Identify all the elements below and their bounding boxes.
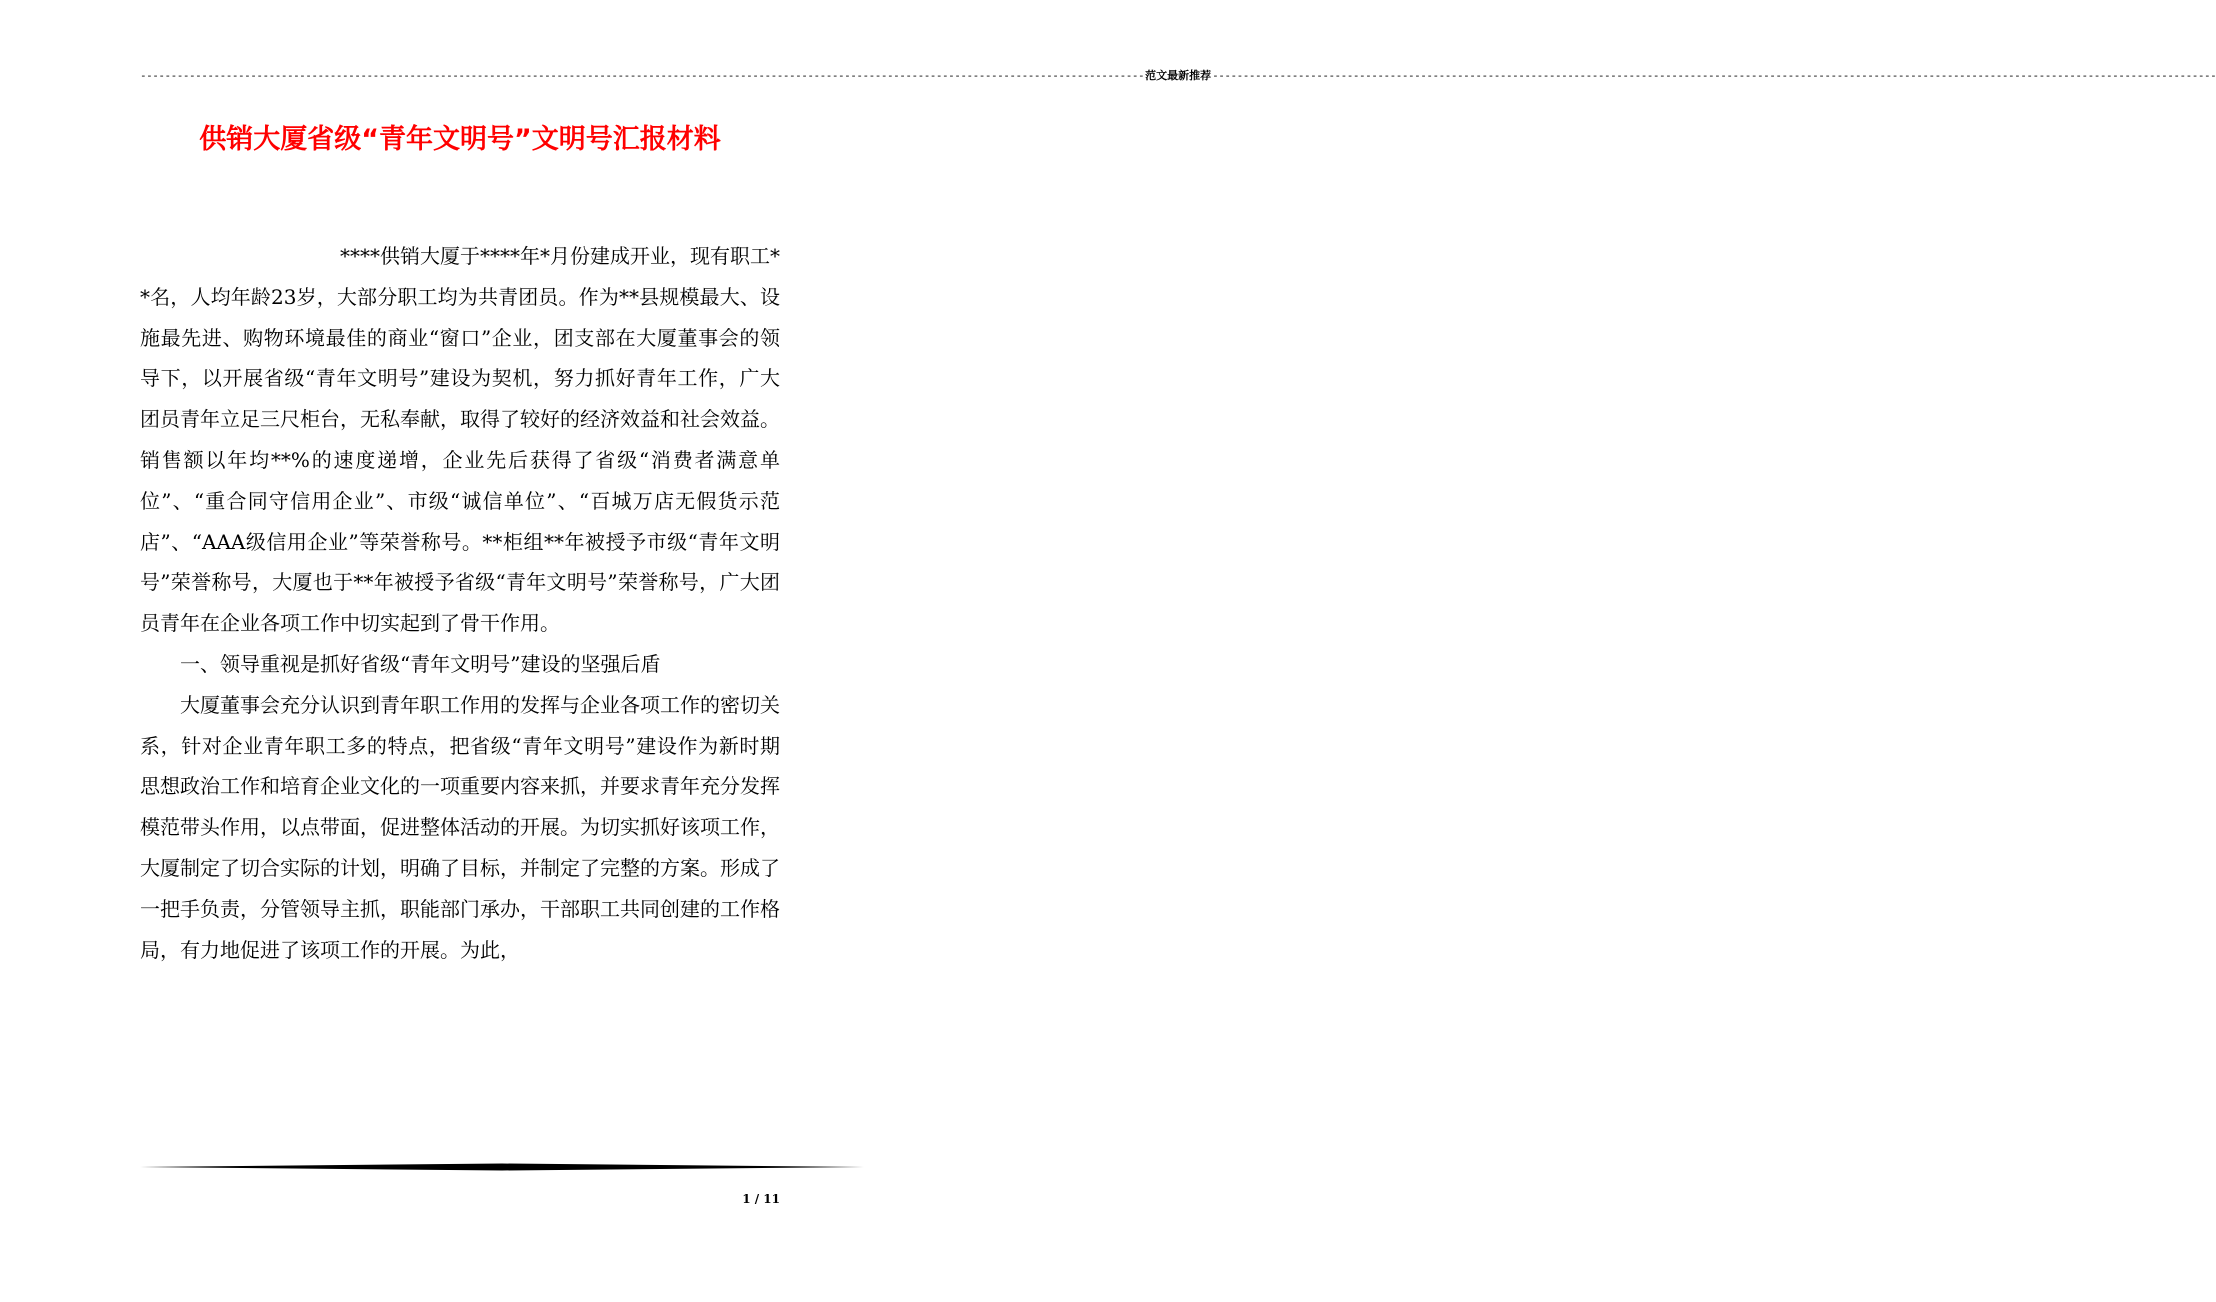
paragraph-section-1: 大厦董事会充分认识到青年职工作用的发挥与企业各项工作的密切关系，针对企业青年职工多的特点，把省级“青年文明号”建设作为新时期思想政治工作和培育企业文化的一项重要内容来抓，并要求青年充分发挥模范带头作用，以点带面，促进整体活动的开展。为切实抓好该项工作，大厦制定了切合实际的计划，明确了目标，并制定了完整的方案。形成了一把手负责，分管领导主抓，职能部门承办，干部职工共同创建的工作格局，有力地促进了该项工作的开展。为此， (140, 692, 780, 962)
page-header (140, 66, 2216, 86)
header-right-dashes: -------------------------------------------------------------------------------------------------------------------------------------------------------------------- (1212, 69, 2216, 82)
page-number: 1 / 11 (742, 1192, 780, 1206)
section-heading-1: 一、领导重视是抓好省级“青年文明号”建设的坚强后盾 (180, 651, 661, 676)
footer-rule (140, 1163, 864, 1171)
paragraph-intro: ****供销大厦于****年*月份建成开业，现有职工**名，人均年龄23岁，大部分职工均为共青团员。作为**县规模最大、设施最先进、购物环境最佳的商业“窗口”企业，团支部在大厦董事会的领导下，以开展省级“青年文明号”建设为契机，努力抓好青年工作，广大团员青年立足三尺柜台，无私奉献，取得了较好的经济效益和社会效益。销售额以年均**%的速度递增，企业先后获得了省级“消费者满意单位”、“重合同守信用企业”、市级“诚信单位”、“百城万店无假货示范店”、“AAA级信用企业”等荣誉称号。**柜组**年被授予市级“青年文明号”荣誉称号，大厦也于**年被授予省级“青年文明号”荣誉称号，广大团员青年在企业各项工作中切实起到了骨干作用。 (140, 244, 780, 636)
header-left-dashes: -------------------------------------------------------------------------------------------------------------------------------------------------------------------- (140, 69, 1145, 82)
header-label: 范文最新推荐 (1145, 69, 1212, 82)
document-title: 供销大厦省级“青年文明号”文明号汇报材料 (199, 124, 721, 155)
document-body (140, 236, 780, 970)
